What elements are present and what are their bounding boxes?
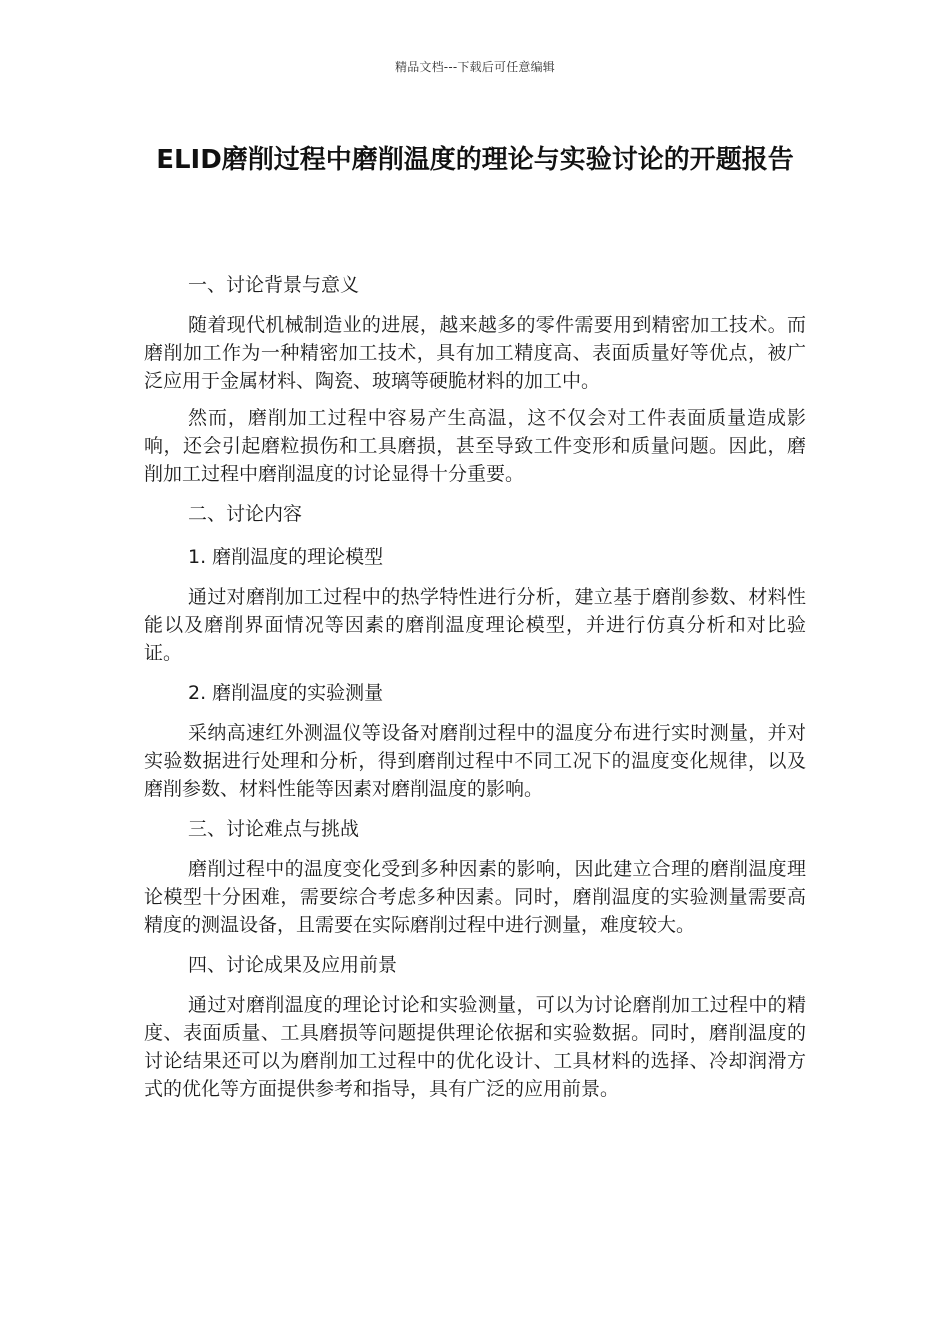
section-heading-challenges: 三、讨论难点与挑战 xyxy=(188,818,360,840)
section-heading-content: 二、讨论内容 xyxy=(188,503,303,525)
paragraph-background-2: 然而，磨削加工过程中容易产生高温，这不仅会对工件表面质量造成影响，还会引起磨粒损伤和工具磨损，甚至导致工件变形和质量问题。因此，磨削加工过程中磨削温度的讨论显得十分重要。 xyxy=(144,407,806,485)
section-heading-background: 一、讨论背景与意义 xyxy=(188,274,360,296)
header-note: 精品文档---下载后可任意编辑 xyxy=(395,60,555,74)
paragraph-experiment: 采纳高速红外测温仪等设备对磨削过程中的温度分布进行实时测量，并对实验数据进行处理和分析，得到磨削过程中不同工况下的温度变化规律，以及磨削参数、材料性能等因素对磨削温度的影响。 xyxy=(144,722,806,800)
paragraph-background-1: 随着现代机械制造业的进展，越来越多的零件需要用到精密加工技术。而磨削加工作为一种精密加工技术，具有加工精度高、表面质量好等优点，被广泛应用于金属材料、陶瓷、玻璃等硬脆材料的加工中。 xyxy=(144,314,806,392)
subheading-experiment: 2. 磨削温度的实验测量 xyxy=(188,682,384,704)
paragraph-outcomes: 通过对磨削温度的理论讨论和实验测量，可以为讨论磨削加工过程中的精度、表面质量、工具磨损等问题提供理论依据和实验数据。同时，磨削温度的讨论结果还可以为磨削加工过程中的优化设计、工具材料的选择、冷却润滑方式的优化等方面提供参考和指导，具有广泛的应用前景。 xyxy=(144,994,806,1100)
paragraph-challenges: 磨削过程中的温度变化受到多种因素的影响，因此建立合理的磨削温度理论模型十分困难，需要综合考虑多种因素。同时，磨削温度的实验测量需要高精度的测温设备，且需要在实际磨削过程中进行测量，难度较大。 xyxy=(144,858,806,936)
subheading-theory-model: 1. 磨削温度的理论模型 xyxy=(188,546,384,568)
document-body xyxy=(144,268,806,1112)
document-title: ELID磨削过程中磨削温度的理论与实验讨论的开题报告 xyxy=(156,145,794,175)
section-heading-outcomes: 四、讨论成果及应用前景 xyxy=(188,954,398,976)
paragraph-theory-model: 通过对磨削加工过程中的热学特性进行分析，建立基于磨削参数、材料性能以及磨削界面情况等因素的磨削温度理论模型，并进行仿真分析和对比验证。 xyxy=(144,586,806,664)
